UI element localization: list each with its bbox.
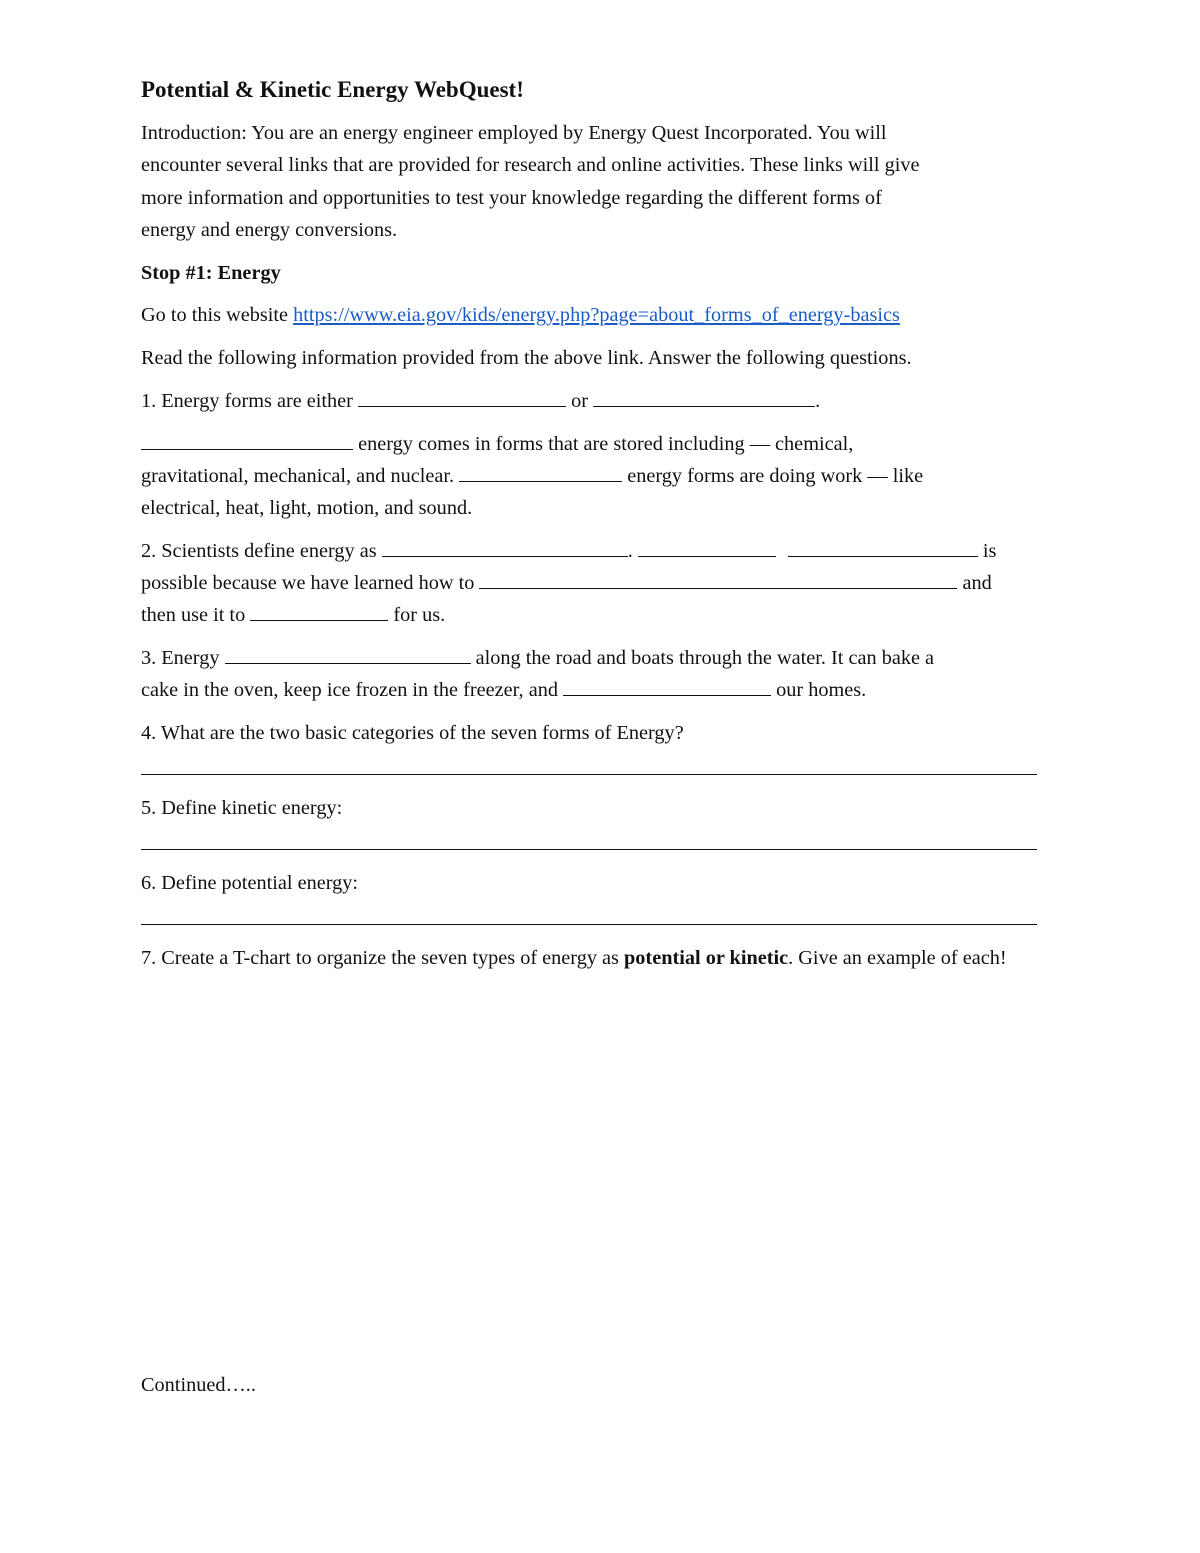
- q1-text-b: or: [566, 390, 594, 412]
- continued-note: Continued…..: [141, 1374, 256, 1396]
- question-1-line-2: [141, 428, 853, 460]
- q3-text-b: along the road and boats through the water. It can bake a: [470, 647, 935, 669]
- q2-text-g: for us.: [388, 604, 446, 626]
- q2-blank-1[interactable]: [382, 538, 628, 557]
- question-3-line-1: [141, 642, 934, 674]
- q1-blank-4[interactable]: [459, 463, 622, 482]
- website-line: [141, 299, 900, 331]
- q2-text-d: possible because we have learned how to: [141, 572, 480, 594]
- intro-line-3: more information and opportunities to test your knowledge regarding the different forms of: [141, 187, 882, 209]
- q7-text-a: 7. Create a T-chart to organize the seven types of energy as: [141, 947, 625, 969]
- q2-text-e: and: [957, 572, 992, 594]
- q7-text-c: . Give an example of each!: [788, 947, 1007, 969]
- website-prefix: Go to this website: [141, 304, 294, 326]
- question-3-line-2: [141, 674, 866, 706]
- q1-blank-3[interactable]: [141, 431, 353, 450]
- q3-text-a: 3. Energy: [141, 647, 225, 669]
- q4-answer-line[interactable]: [141, 774, 1037, 775]
- q2-text-a: 2. Scientists define energy as: [141, 540, 382, 562]
- q3-blank-2[interactable]: [563, 677, 771, 696]
- intro-line-4: energy and energy conversions.: [141, 219, 398, 241]
- q6-answer-line[interactable]: [141, 924, 1037, 925]
- q2-blank-3[interactable]: [788, 538, 978, 557]
- q1-text-c: .: [815, 390, 821, 412]
- q1-text-d: energy comes in forms that are stored including — chemical,: [353, 433, 854, 455]
- q2-text-f: then use it to: [141, 604, 251, 626]
- energy-basics-link[interactable]: https://www.eia.gov/kids/energy.php?page=about_forms_of_energy-basics: [293, 304, 900, 326]
- read-instruction: Read the following information provided from the above link. Answer the following questions.: [141, 347, 912, 369]
- q3-text-c: cake in the oven, keep ice frozen in the freezer, and: [141, 679, 564, 701]
- q2-text-b: .: [627, 540, 638, 562]
- q1-text-f: energy forms are doing work — like: [622, 465, 924, 487]
- q1-text-e: gravitational, mechanical, and nuclear.: [141, 465, 460, 487]
- q2-text-c: is: [977, 540, 997, 562]
- q2-blank-5[interactable]: [250, 602, 388, 621]
- q5-answer-line[interactable]: [141, 849, 1037, 850]
- intro-line-2: encounter several links that are provided for research and online activities. These links will give: [141, 154, 920, 176]
- question-2-line-3: [141, 599, 445, 631]
- q3-blank-1[interactable]: [225, 645, 471, 664]
- question-1-line-1: [141, 385, 820, 417]
- question-1-line-3: [141, 460, 923, 492]
- q1-blank-2[interactable]: [593, 388, 815, 407]
- q3-text-d: our homes.: [771, 679, 867, 701]
- question-5: 5. Define kinetic energy:: [141, 797, 343, 819]
- q1-text-a: 1. Energy forms are either: [141, 390, 359, 412]
- question-6: 6. Define potential energy:: [141, 872, 359, 894]
- q2-blank-4[interactable]: [479, 570, 957, 589]
- question-1-line-4: electrical, heat, light, motion, and sound.: [141, 497, 473, 519]
- q7-text-bold: potential or kinetic: [624, 947, 789, 969]
- stop-1-heading: Stop #1: Energy: [141, 262, 281, 284]
- q1-blank-1[interactable]: [358, 388, 566, 407]
- page-title: Potential & Kinetic Energy WebQuest!: [141, 77, 524, 102]
- question-7: [141, 942, 1007, 974]
- intro-line-1: Introduction: You are an energy engineer employed by Energy Quest Incorporated. You will: [141, 122, 887, 144]
- question-2-line-2: [141, 567, 992, 599]
- question-4: 4. What are the two basic categories of the seven forms of Energy?: [141, 722, 684, 744]
- question-2-line-1: [141, 535, 996, 567]
- q2-blank-2[interactable]: [638, 538, 776, 557]
